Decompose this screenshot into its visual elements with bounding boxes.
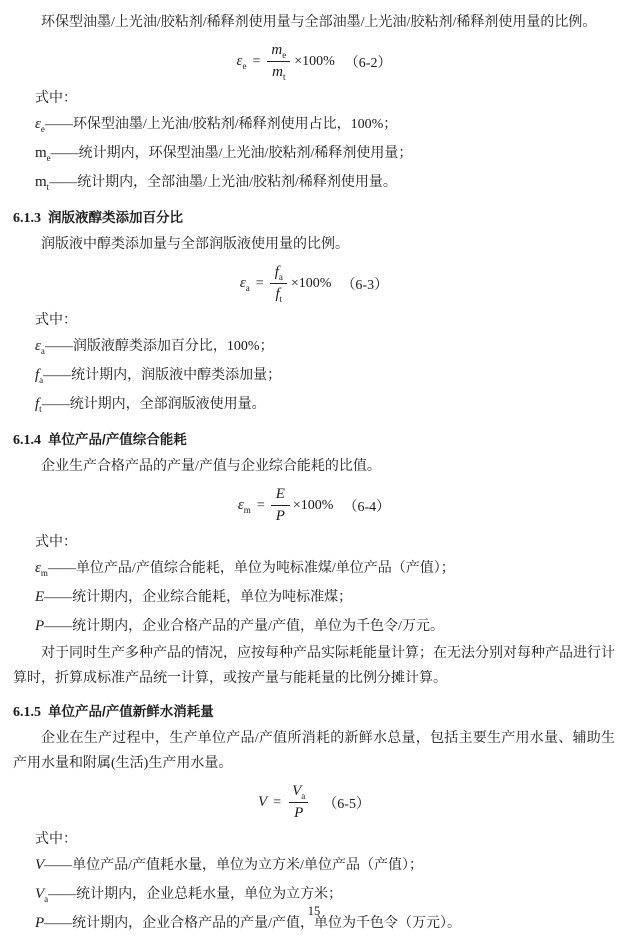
fraction-denominator: P [271, 505, 290, 527]
em-dash: —— [44, 619, 73, 634]
em-dash: —— [44, 590, 73, 605]
heading-number: 6.1.4 [13, 433, 41, 448]
symbol-epsilon-m: $\varepsilon_m$ [35, 560, 48, 578]
paragraph-intro-6-2: 环保型油墨/上光油/胶粘剂/稀释剂使用量与全部油墨/上光油/胶粘剂/稀释剂使用量的比例。 [41, 15, 597, 30]
definition-line [13, 332, 615, 361]
equals-sign: = [252, 53, 261, 69]
symbol-V: V [35, 857, 45, 873]
em-dash: —— [44, 916, 73, 931]
em-dash: —— [44, 339, 73, 354]
formula-lhs: $\varepsilon_a$ [239, 275, 250, 293]
heading-number: 6.1.5 [13, 705, 41, 720]
definition-line [13, 851, 615, 880]
definition-text: 统计期内，企业合格产品的产量/产值，单位为千色令（万元）。 [72, 916, 462, 931]
definition-line [13, 583, 615, 612]
symbol-P: P [35, 915, 45, 931]
paragraph-note-6-4: 对于同时生产多种产品的情况，应按每种产品实际耗能量计算；在无法分别对每种产品进行计算时，折算成标准产品统一计算，或按产量与能耗量的比例分摊计算。 [13, 646, 615, 686]
equals-sign: = [256, 497, 265, 513]
formula-number: （6-5） [323, 796, 370, 812]
formula-6-3 [13, 262, 615, 305]
formula-number: （6-2） [344, 55, 392, 71]
times-100-percent: ×100% [294, 53, 335, 69]
symbol-E: E [35, 589, 45, 605]
definition-line [13, 612, 615, 641]
heading-title: 润版液醇类添加百分比 [48, 210, 183, 225]
symbol-epsilon-a: $\varepsilon_a$ [35, 338, 45, 356]
formula-number: （6-4） [343, 499, 391, 515]
heading-title: 单位产品/产值综合能耗 [48, 432, 187, 447]
definition-text: 环保型油墨/上光油/胶粘剂/稀释剂使用占比，100%； [72, 117, 398, 132]
em-dash: —— [41, 397, 70, 412]
fraction [287, 781, 310, 824]
formula-6-5 [13, 781, 615, 824]
where-label: 式中： [35, 832, 77, 847]
where-label: 式中： [35, 313, 77, 328]
section-heading-6-1-4 [13, 426, 615, 454]
fraction [270, 262, 288, 305]
fraction [266, 40, 291, 83]
fraction-denominator: P [289, 802, 308, 824]
where-label: 式中： [35, 91, 77, 106]
times-100-percent: ×100% [292, 497, 334, 513]
em-dash: —— [44, 858, 73, 873]
symbol-epsilon-e: $\varepsilon_e$ [35, 116, 45, 134]
definition-text: 单位产品/产值耗水量，单位为立方米/单位产品（产值）； [72, 858, 423, 873]
formula-lhs: $\varepsilon_e$ [236, 53, 247, 71]
definition-text: 统计期内，全部润版液使用量。 [69, 397, 266, 412]
definition-text: 统计期内，企业总耗水量，单位为立方米； [76, 887, 343, 902]
definition-text: 润版液醇类添加百分比，100%； [72, 339, 274, 354]
where-label: 式中： [35, 535, 77, 550]
fraction-denominator: $m_t$ [267, 61, 290, 83]
paragraph-intro-6-4: 企业生产合格产品的产量/产值与企业综合能耗的比值。 [41, 459, 381, 474]
definition-line [13, 390, 615, 419]
definition-line [13, 554, 615, 583]
symbol-f-a: $f_a$ [35, 367, 44, 385]
symbol-m-t: $m_t$ [35, 174, 50, 192]
definition-text: 单位产品/产值综合能耗，单位为吨标准煤/单位产品（产值）； [75, 561, 455, 576]
formula-6-2 [13, 40, 615, 83]
fraction-denominator: $f_t$ [270, 283, 287, 305]
fraction [271, 484, 290, 527]
definition-line [13, 361, 615, 390]
definition-line [13, 110, 615, 139]
definition-line [13, 168, 615, 197]
fraction-numerator: $f_a$ [274, 264, 283, 282]
formula-lhs: V [258, 794, 268, 810]
formula-number: （6-3） [341, 277, 389, 293]
formula-lhs: $\varepsilon_m$ [237, 497, 251, 515]
definition-text: 统计期内，企业合格产品的产量/产值，单位为千色令/万元。 [72, 619, 444, 634]
symbol-f-t: $f_t$ [35, 396, 42, 414]
definition-text: 统计期内，环保型油墨/上光油/胶粘剂/稀释剂使用量； [78, 146, 413, 161]
em-dash: —— [43, 368, 72, 383]
definition-line [13, 139, 615, 168]
em-dash: —— [50, 146, 79, 161]
definition-text: 统计期内，企业综合能耗，单位为吨标准煤； [72, 590, 353, 605]
fraction-numerator: $m_e$ [271, 42, 287, 60]
em-dash: —— [44, 117, 73, 132]
paragraph-intro-6-3: 润版液中醇类添加量与全部润版液使用量的比例。 [41, 237, 349, 252]
fraction-numerator: E [275, 486, 285, 502]
formula-6-4 [13, 484, 615, 527]
page-number: 15 [307, 904, 321, 918]
em-dash: —— [47, 561, 76, 576]
fraction-numerator: $V_a$ [292, 783, 306, 801]
symbol-m-e: $m_e$ [35, 145, 51, 163]
heading-title: 单位产品/产值新鲜水消耗量 [48, 704, 214, 719]
section-heading-6-1-5 [13, 698, 615, 726]
em-dash: —— [49, 175, 78, 190]
paragraph-intro-6-5: 企业在生产过程中，生产单位产品/产值所消耗的新鲜水总量，包括主要生产用水量、辅助生产用水量和附属(生活)生产用水量。 [13, 731, 615, 771]
em-dash: —— [48, 887, 77, 902]
times-100-percent: ×100% [290, 275, 332, 291]
equals-sign: = [255, 275, 264, 291]
heading-number: 6.1.3 [13, 211, 41, 226]
definition-text: 统计期内，润版液中醇类添加量； [71, 368, 282, 383]
section-heading-6-1-3 [13, 204, 615, 232]
symbol-P: P [35, 618, 45, 634]
definition-text: 统计期内，全部油墨/上光油/胶粘剂/稀释剂使用量。 [77, 175, 397, 190]
symbol-V-a: $V_a$ [35, 886, 49, 904]
equals-sign: = [273, 794, 282, 810]
